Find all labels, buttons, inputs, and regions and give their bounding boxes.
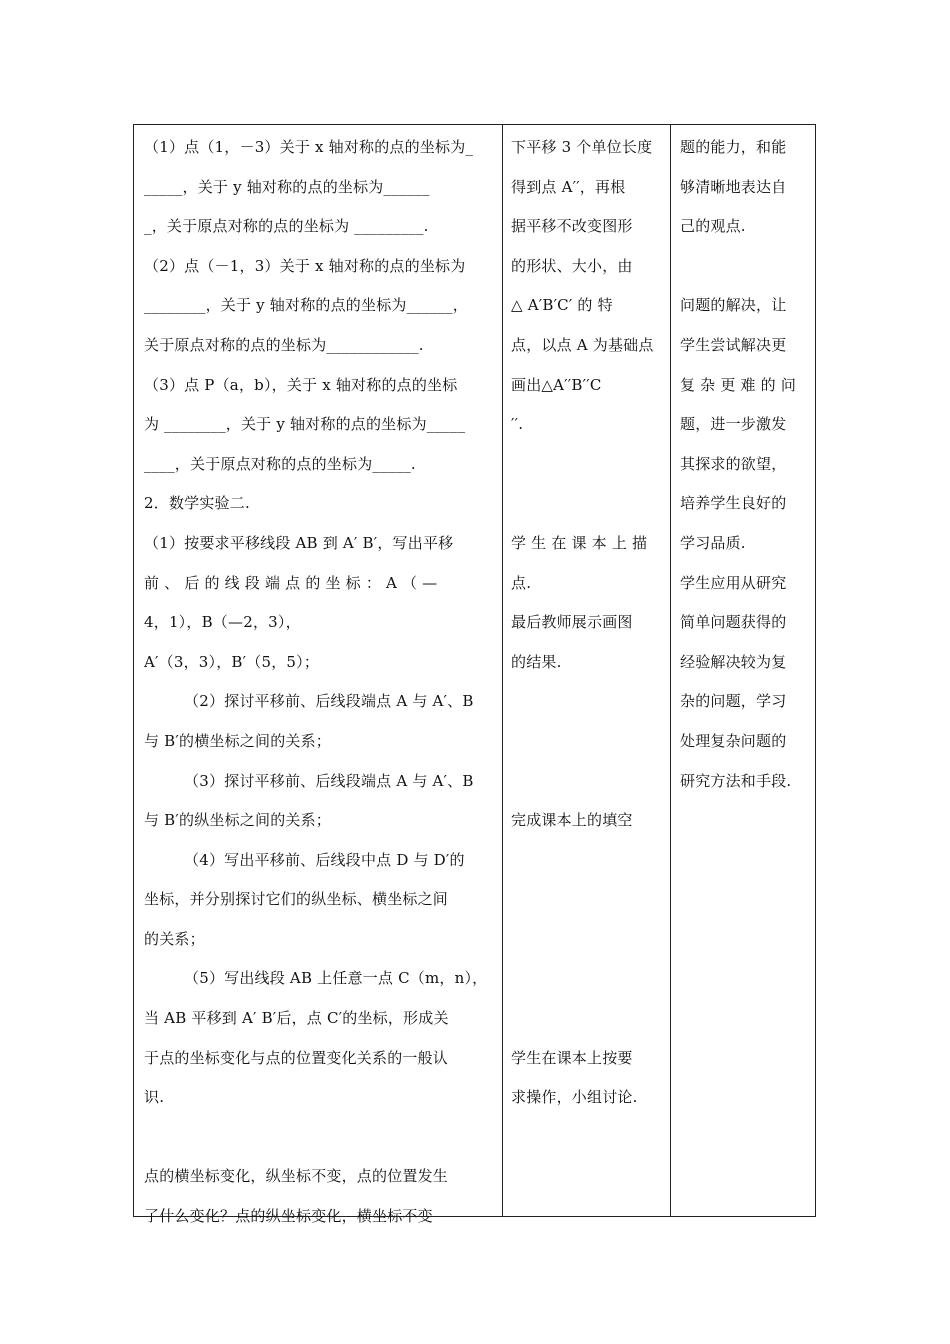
text-line: 的结果. (511, 652, 562, 671)
blank-line (511, 484, 666, 524)
text-line: 的形状、大小，由 (511, 256, 633, 275)
section-heading: 2．数学实验二. (144, 494, 250, 513)
text-line: _，关于原点对称的点的坐标为 _________. (144, 217, 429, 236)
text-line: ________，关于 y 轴对称的点的坐标为______， (144, 296, 469, 315)
text-line: 题，进一步激发 (680, 415, 787, 434)
text-line: 学生在课本上按要 (511, 1048, 633, 1067)
text-line: 求操作，小组讨论. (511, 1088, 638, 1107)
text-line: _____，关于 y 轴对称的点的坐标为______ (144, 177, 430, 196)
text-line: 其探求的欲望， (680, 454, 787, 473)
text-line: 简单问题获得的 (680, 613, 787, 632)
text-line: 当 AB 平移到 A′ B′后，点 C′的坐标，形成关 (144, 1009, 449, 1028)
text-line: 下平移 3 个单位长度 (511, 138, 653, 156)
text-line: 处理复杂问题的 (680, 731, 787, 750)
activity-column (134, 125, 502, 1226)
text-line: 学习品质. (680, 533, 746, 552)
text-line: 完成课本上的填空 (511, 811, 633, 830)
text-line: ′′. (511, 415, 524, 434)
blank-line (144, 1118, 496, 1158)
blank-line (511, 762, 666, 802)
blank-line (511, 722, 666, 762)
blank-line (511, 920, 666, 960)
text-line: 经验解决较为复 (680, 652, 787, 671)
text-line: （5）写出线段 AB 上任意一点 C（m，n）， (184, 969, 488, 988)
blank-line (511, 999, 666, 1039)
text-line: 于点的坐标变化与点的位置变化关系的一般认 (144, 1048, 449, 1067)
text-line: 前 、 后 的 线 段 端 点 的 坐 标 ： A （ — (144, 573, 438, 592)
text-line: 点，以点 A 为基础点 (511, 335, 654, 354)
text-line: 为 ________，关于 y 轴对称的点的坐标为_____ (144, 415, 466, 434)
text-line: 杂的问题，学习 (680, 692, 787, 711)
text-line: 最后教师展示画图 (511, 613, 633, 632)
text-line: （4）写出平移前、后线段中点 D 与 D′的 (184, 850, 465, 869)
lesson-table (133, 124, 816, 1226)
text-line: 题的能力，和能 (680, 138, 787, 156)
text-line: 与 B′的纵坐标之间的关系； (144, 811, 331, 830)
design-intent-column (670, 125, 817, 1216)
text-line: （3）探讨平移前、后线段端点 A 与 A′、B (184, 771, 474, 790)
text-line: 够清晰地表达自 (680, 177, 787, 196)
text-line: 了什么变化？点的纵坐标变化，横坐标不变 (144, 1207, 433, 1226)
text-line: 学生应用从研究 (680, 573, 787, 592)
text-line: 培养学生良好的 (680, 494, 787, 513)
text-line: 学生尝试解决更 (680, 335, 787, 354)
text-line: 坐标，并分别探讨它们的纵坐标、横坐标之间 (144, 890, 449, 909)
student-activity-column (502, 125, 670, 1216)
text-line: （2）点（－1，3）关于 x 轴对称的点的坐标为 (144, 256, 466, 275)
text-line: 的关系； (144, 929, 205, 948)
blank-line (680, 247, 813, 287)
text-line: △ A′B′C′ 的 特 (511, 296, 613, 315)
text-line: 得到点 A′′，再根 (511, 177, 626, 196)
blank-line (511, 682, 666, 722)
text-line: 研究方法和手段. (680, 771, 792, 790)
text-line: 问题的解决，让 (680, 296, 787, 315)
text-line: 复 杂 更 难 的 问 (680, 375, 797, 394)
text-line: 己的观点. (680, 217, 746, 236)
blank-line (511, 959, 666, 999)
blank-line (511, 445, 666, 485)
text-line: （2）探讨平移前、后线段端点 A 与 A′、B (184, 692, 474, 711)
text-line: （3）点 P（a，b），关于 x 轴对称的点的坐标 (144, 375, 458, 394)
text-line: 关于原点对称的点的坐标为____________. (144, 335, 424, 354)
text-line: 据平移不改变图形 (511, 217, 633, 236)
text-line: （1）按要求平移线段 AB 到 A′ B′，写出平移 (144, 533, 454, 552)
text-line: 识. (144, 1088, 165, 1107)
text-line: （1）点（1，－3）关于 x 轴对称的点的坐标为_ (144, 138, 474, 156)
blank-line (511, 880, 666, 920)
text-line: 点. (511, 573, 532, 592)
text-line: 与 B′的横坐标之间的关系； (144, 731, 331, 750)
text-line: 4，1），B（—2，3）， (144, 613, 301, 632)
text-line: ____，关于原点对称的点的坐标为_____. (144, 454, 416, 473)
blank-line (511, 841, 666, 881)
text-line: 画出△A′′B′′C (511, 375, 602, 394)
text-line: A′（3，3），B′（5，5）； (144, 652, 320, 671)
text-line: 学 生 在 课 本 上 描 (511, 533, 648, 552)
text-line: 点的横坐标变化，纵坐标不变，点的位置发生 (144, 1167, 449, 1186)
